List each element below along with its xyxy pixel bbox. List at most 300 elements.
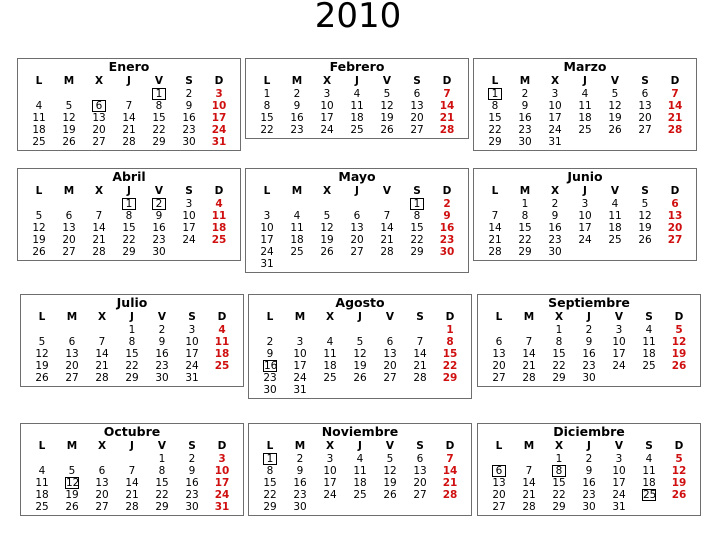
- day-grid: [255, 310, 465, 396]
- weekday-header: J: [583, 75, 587, 87]
- weekday-header: X: [325, 311, 335, 323]
- month-julio: [20, 294, 244, 387]
- weekday-header: J: [355, 75, 359, 87]
- day-cell: 15: [263, 477, 277, 489]
- day-cell: 4: [293, 210, 301, 222]
- day-cell: 19: [353, 360, 367, 372]
- day-cell: 19: [65, 489, 79, 501]
- day-cell: 7: [491, 210, 499, 222]
- day-cell: 19: [608, 112, 622, 124]
- weekday-header: M: [63, 185, 75, 197]
- day-cell: 8: [555, 336, 563, 348]
- day-cell: 14: [95, 348, 109, 360]
- day-cell: 26: [671, 360, 687, 372]
- day-cell: 18: [290, 234, 304, 246]
- marked-day: 16: [264, 360, 278, 372]
- day-cell: 12: [638, 210, 652, 222]
- empty-cell: [87, 453, 117, 465]
- day-cell: 6: [641, 88, 649, 100]
- weekday-header: D: [674, 440, 684, 452]
- day-grid: [27, 439, 237, 513]
- day-cell: 13: [92, 112, 106, 124]
- day-cell: 24: [320, 124, 334, 136]
- day-cell: 20: [638, 112, 652, 124]
- day-cell: 23: [290, 124, 304, 136]
- weekday-header: V: [382, 185, 392, 197]
- day-cell: 2: [266, 336, 274, 348]
- day-cell: 7: [671, 88, 679, 100]
- day-cell: 11: [578, 100, 592, 112]
- day-cell: 21: [92, 234, 106, 246]
- weekday-header: X: [94, 75, 104, 87]
- day-cell: 7: [128, 465, 136, 477]
- day-cell: 9: [158, 336, 166, 348]
- day-cell: 5: [35, 210, 43, 222]
- day-cell: 26: [62, 136, 76, 148]
- day-cell: 28: [439, 124, 455, 136]
- day-cell: 9: [521, 100, 529, 112]
- day-cell: 5: [611, 88, 619, 100]
- day-grid: [27, 310, 237, 384]
- weekday-header: M: [523, 311, 535, 323]
- day-cell: 2: [585, 324, 593, 336]
- day-cell: 3: [323, 88, 331, 100]
- day-cell: 21: [122, 124, 136, 136]
- empty-cell: [27, 324, 57, 336]
- marked-day: 1: [114, 198, 144, 210]
- month-name: Octubre: [103, 424, 161, 439]
- empty-cell: [345, 324, 375, 336]
- day-cell: 31: [214, 501, 230, 513]
- day-cell: 1: [446, 324, 454, 336]
- weekday-header: M: [519, 75, 531, 87]
- weekday-header: S: [641, 75, 649, 87]
- day-cell: 27: [65, 372, 79, 384]
- day-cell: 14: [122, 112, 136, 124]
- day-cell: 11: [642, 336, 656, 348]
- day-cell: 15: [552, 348, 566, 360]
- day-cell: 11: [642, 465, 656, 477]
- day-cell: 5: [323, 210, 331, 222]
- day-cell: 19: [320, 234, 334, 246]
- day-cell: 11: [35, 477, 49, 489]
- day-cell: 20: [92, 124, 106, 136]
- month-noviembre: [248, 423, 472, 516]
- day-cell: 17: [548, 112, 562, 124]
- day-cell: 1: [158, 453, 166, 465]
- day-cell: 7: [443, 88, 451, 100]
- day-cell: 18: [211, 222, 227, 234]
- weekday-header: M: [66, 311, 78, 323]
- day-cell: 15: [488, 112, 502, 124]
- day-cell: 6: [68, 336, 76, 348]
- weekday-header: J: [583, 185, 587, 197]
- day-cell: 5: [386, 453, 394, 465]
- day-cell: 17: [320, 112, 334, 124]
- day-cell: 13: [383, 348, 397, 360]
- month-name: Abril: [112, 169, 146, 184]
- weekday-header: X: [97, 311, 107, 323]
- weekday-header: X: [554, 440, 564, 452]
- day-cell: 22: [152, 124, 166, 136]
- weekday-header: S: [416, 311, 424, 323]
- day-cell: 25: [35, 501, 49, 513]
- day-cell: 31: [260, 258, 274, 270]
- day-cell: 9: [185, 100, 193, 112]
- day-cell: 14: [522, 477, 536, 489]
- day-cell: 23: [582, 489, 596, 501]
- day-cell: 7: [98, 336, 106, 348]
- empty-cell: [24, 198, 54, 210]
- day-cell: 12: [62, 112, 76, 124]
- weekday-header: M: [291, 75, 303, 87]
- day-cell: 2: [296, 453, 304, 465]
- empty-cell: [480, 198, 510, 210]
- empty-cell: [312, 198, 342, 210]
- weekday-header: X: [554, 311, 564, 323]
- day-cell: 18: [353, 477, 367, 489]
- year-title: 2010: [314, 0, 402, 36]
- day-cell: 16: [290, 112, 304, 124]
- month-junio: [473, 168, 697, 261]
- day-cell: 23: [293, 489, 307, 501]
- day-cell: 30: [548, 246, 562, 258]
- day-cell: 23: [439, 234, 455, 246]
- day-cell: 21: [667, 112, 683, 124]
- weekday-header: V: [157, 440, 167, 452]
- day-cell: 7: [125, 100, 133, 112]
- empty-cell: [57, 453, 87, 465]
- weekday-header: D: [442, 75, 452, 87]
- day-cell: 9: [551, 210, 559, 222]
- weekday-header: M: [523, 440, 535, 452]
- day-cell: 9: [296, 465, 304, 477]
- day-cell: 12: [320, 222, 334, 234]
- month-abril: [17, 168, 241, 261]
- weekday-header: S: [413, 185, 421, 197]
- weekday-header: D: [670, 185, 680, 197]
- day-cell: 28: [522, 372, 536, 384]
- day-cell: 11: [353, 465, 367, 477]
- weekday-header: S: [416, 440, 424, 452]
- day-cell: 11: [350, 100, 364, 112]
- day-cell: 19: [638, 222, 652, 234]
- day-cell: 3: [218, 453, 226, 465]
- day-cell: 18: [214, 348, 230, 360]
- day-cell: 25: [214, 360, 230, 372]
- day-cell: 16: [518, 112, 532, 124]
- day-cell: 15: [122, 222, 136, 234]
- day-cell: 2: [521, 88, 529, 100]
- day-cell: 2: [188, 453, 196, 465]
- day-cell: 22: [552, 360, 566, 372]
- day-cell: 21: [439, 112, 455, 124]
- day-cell: 1: [521, 198, 529, 210]
- day-cell: 11: [214, 336, 230, 348]
- marked-day: 8: [544, 465, 574, 477]
- empty-cell: [27, 453, 57, 465]
- day-cell: 5: [675, 453, 683, 465]
- day-cell: 26: [380, 124, 394, 136]
- month-name: Mayo: [338, 169, 376, 184]
- month-octubre: [20, 423, 244, 516]
- day-cell: 15: [518, 222, 532, 234]
- weekday-header: L: [35, 185, 43, 197]
- weekday-header: S: [185, 185, 193, 197]
- month-name: Junio: [567, 169, 603, 184]
- day-cell: 18: [350, 112, 364, 124]
- weekday-header: V: [610, 185, 620, 197]
- weekday-header: X: [550, 75, 560, 87]
- day-cell: 14: [439, 100, 455, 112]
- day-cell: 18: [608, 222, 622, 234]
- month-name: Marzo: [563, 59, 607, 74]
- day-cell: 22: [155, 489, 169, 501]
- weekday-header: L: [491, 75, 499, 87]
- day-cell: 14: [380, 222, 394, 234]
- weekday-header: X: [550, 185, 560, 197]
- day-cell: 22: [518, 234, 532, 246]
- weekday-header: S: [645, 440, 653, 452]
- day-cell: 10: [293, 348, 307, 360]
- day-cell: 25: [353, 489, 367, 501]
- day-cell: 17: [260, 234, 274, 246]
- empty-cell: [117, 453, 147, 465]
- weekday-header: J: [358, 311, 362, 323]
- day-cell: 16: [293, 477, 307, 489]
- day-cell: 26: [383, 489, 397, 501]
- day-cell: 3: [188, 324, 196, 336]
- empty-cell: [484, 324, 514, 336]
- day-cell: 4: [35, 100, 43, 112]
- day-cell: 4: [38, 465, 46, 477]
- day-cell: 30: [263, 384, 277, 396]
- day-cell: 13: [95, 477, 109, 489]
- day-cell: 5: [641, 198, 649, 210]
- weekday-header: X: [322, 75, 332, 87]
- weekday-header: X: [322, 185, 332, 197]
- weekday-header: L: [495, 440, 503, 452]
- day-cell: 23: [582, 360, 596, 372]
- weekday-header: J: [355, 185, 359, 197]
- day-cell: 15: [125, 348, 139, 360]
- day-cell: 11: [323, 348, 337, 360]
- day-cell: 17: [578, 222, 592, 234]
- day-cell: 6: [413, 88, 421, 100]
- day-cell: 8: [446, 336, 454, 348]
- day-cell: 8: [158, 465, 166, 477]
- day-cell: 24: [214, 489, 230, 501]
- day-cell: 27: [95, 501, 109, 513]
- day-cell: 7: [416, 336, 424, 348]
- day-cell: 8: [413, 210, 421, 222]
- day-cell: 24: [182, 234, 196, 246]
- weekday-header: D: [217, 311, 227, 323]
- day-cell: 18: [642, 348, 656, 360]
- day-cell: 14: [488, 222, 502, 234]
- day-cell: 21: [95, 360, 109, 372]
- day-cell: 24: [323, 489, 337, 501]
- empty-cell: [514, 324, 544, 336]
- day-cell: 3: [551, 88, 559, 100]
- day-cell: 22: [552, 489, 566, 501]
- day-cell: 21: [413, 360, 427, 372]
- weekday-header: M: [519, 185, 531, 197]
- day-cell: 27: [638, 124, 652, 136]
- day-cell: 13: [492, 348, 506, 360]
- empty-cell: [114, 88, 144, 100]
- day-cell: 7: [446, 453, 454, 465]
- day-cell: 26: [65, 501, 79, 513]
- day-cell: 12: [671, 336, 687, 348]
- day-cell: 27: [492, 372, 506, 384]
- day-cell: 16: [439, 222, 455, 234]
- weekday-header: X: [94, 185, 104, 197]
- day-cell: 10: [185, 336, 199, 348]
- day-cell: 10: [211, 100, 227, 112]
- day-cell: 2: [185, 88, 193, 100]
- day-cell: 11: [608, 210, 622, 222]
- day-cell: 20: [62, 234, 76, 246]
- day-cell: 3: [185, 198, 193, 210]
- weekday-header: D: [674, 311, 684, 323]
- weekday-header: S: [413, 75, 421, 87]
- day-cell: 14: [442, 465, 458, 477]
- weekday-header: X: [97, 440, 107, 452]
- day-cell: 10: [578, 210, 592, 222]
- empty-cell: [54, 198, 84, 210]
- day-cell: 24: [211, 124, 227, 136]
- day-cell: 27: [383, 372, 397, 384]
- marked-day: 2: [144, 198, 174, 210]
- day-cell: 8: [491, 100, 499, 112]
- month-marzo: [473, 58, 697, 151]
- day-cell: 15: [552, 477, 566, 489]
- day-cell: 28: [522, 501, 536, 513]
- day-cell: 28: [125, 501, 139, 513]
- day-cell: 9: [585, 465, 593, 477]
- weekday-header: M: [66, 440, 78, 452]
- day-cell: 19: [671, 477, 687, 489]
- weekday-header: J: [130, 311, 134, 323]
- weekday-header: J: [130, 440, 134, 452]
- day-cell: 28: [413, 372, 427, 384]
- day-cell: 30: [582, 501, 596, 513]
- weekday-header: V: [157, 311, 167, 323]
- month-diciembre: [477, 423, 701, 516]
- weekday-header: V: [385, 311, 395, 323]
- day-cell: 8: [155, 100, 163, 112]
- day-cell: 16: [548, 222, 562, 234]
- weekday-header: D: [214, 75, 224, 87]
- weekday-header: L: [38, 311, 46, 323]
- day-cell: 19: [671, 348, 687, 360]
- day-cell: 22: [488, 124, 502, 136]
- day-cell: 18: [578, 112, 592, 124]
- day-cell: 18: [323, 360, 337, 372]
- weekday-header: M: [63, 75, 75, 87]
- day-cell: 4: [611, 198, 619, 210]
- empty-cell: [87, 324, 117, 336]
- weekday-header: D: [445, 311, 455, 323]
- day-cell: 21: [380, 234, 394, 246]
- day-cell: 13: [667, 210, 683, 222]
- day-cell: 4: [356, 453, 364, 465]
- day-cell: 13: [62, 222, 76, 234]
- weekday-header: S: [645, 311, 653, 323]
- day-cell: 30: [518, 136, 532, 148]
- marked-day: 6: [484, 465, 514, 477]
- weekday-header: D: [445, 440, 455, 452]
- day-cell: 16: [152, 222, 166, 234]
- day-cell: 6: [416, 453, 424, 465]
- day-cell: 23: [548, 234, 562, 246]
- weekday-header: J: [587, 440, 591, 452]
- weekday-header: L: [266, 440, 274, 452]
- day-cell: 17: [185, 348, 199, 360]
- day-cell: 23: [155, 360, 169, 372]
- day-cell: 2: [293, 88, 301, 100]
- empty-cell: [54, 88, 84, 100]
- day-cell: 4: [645, 453, 653, 465]
- marked-day: 12: [66, 477, 80, 489]
- day-cell: 15: [155, 477, 169, 489]
- day-cell: 9: [266, 348, 274, 360]
- day-cell: 29: [155, 501, 169, 513]
- month-name: Agosto: [335, 295, 385, 310]
- day-cell: 19: [62, 124, 76, 136]
- day-cell: 30: [582, 372, 596, 384]
- weekday-header: M: [294, 311, 306, 323]
- weekday-header: S: [185, 75, 193, 87]
- day-cell: 27: [667, 234, 683, 246]
- day-cell: 16: [155, 348, 169, 360]
- day-cell: 27: [62, 246, 76, 258]
- day-cell: 16: [185, 477, 199, 489]
- day-cell: 20: [410, 112, 424, 124]
- day-cell: 26: [638, 234, 652, 246]
- empty-cell: [285, 324, 315, 336]
- day-cell: 2: [158, 324, 166, 336]
- day-cell: 15: [410, 222, 424, 234]
- day-cell: 6: [65, 210, 73, 222]
- day-cell: 17: [293, 360, 307, 372]
- day-cell: 25: [608, 234, 622, 246]
- day-cell: 27: [350, 246, 364, 258]
- day-cell: 20: [350, 234, 364, 246]
- day-cell: 1: [128, 324, 136, 336]
- day-cell: 25: [32, 136, 46, 148]
- day-cell: 28: [488, 246, 502, 258]
- empty-cell: [372, 198, 402, 210]
- day-cell: 5: [68, 465, 76, 477]
- day-grid: [480, 184, 690, 258]
- day-cell: 11: [32, 112, 46, 124]
- day-cell: 22: [122, 234, 136, 246]
- day-grid: [484, 310, 694, 384]
- weekday-header: M: [294, 440, 306, 452]
- day-grid: [252, 74, 462, 136]
- day-cell: 10: [214, 465, 230, 477]
- day-cell: 20: [492, 360, 506, 372]
- weekday-header: L: [263, 75, 271, 87]
- day-cell: 28: [380, 246, 394, 258]
- day-cell: 2: [551, 198, 559, 210]
- day-cell: 25: [350, 124, 364, 136]
- month-agosto: [248, 294, 472, 399]
- day-cell: 21: [522, 360, 536, 372]
- day-cell: 31: [185, 372, 199, 384]
